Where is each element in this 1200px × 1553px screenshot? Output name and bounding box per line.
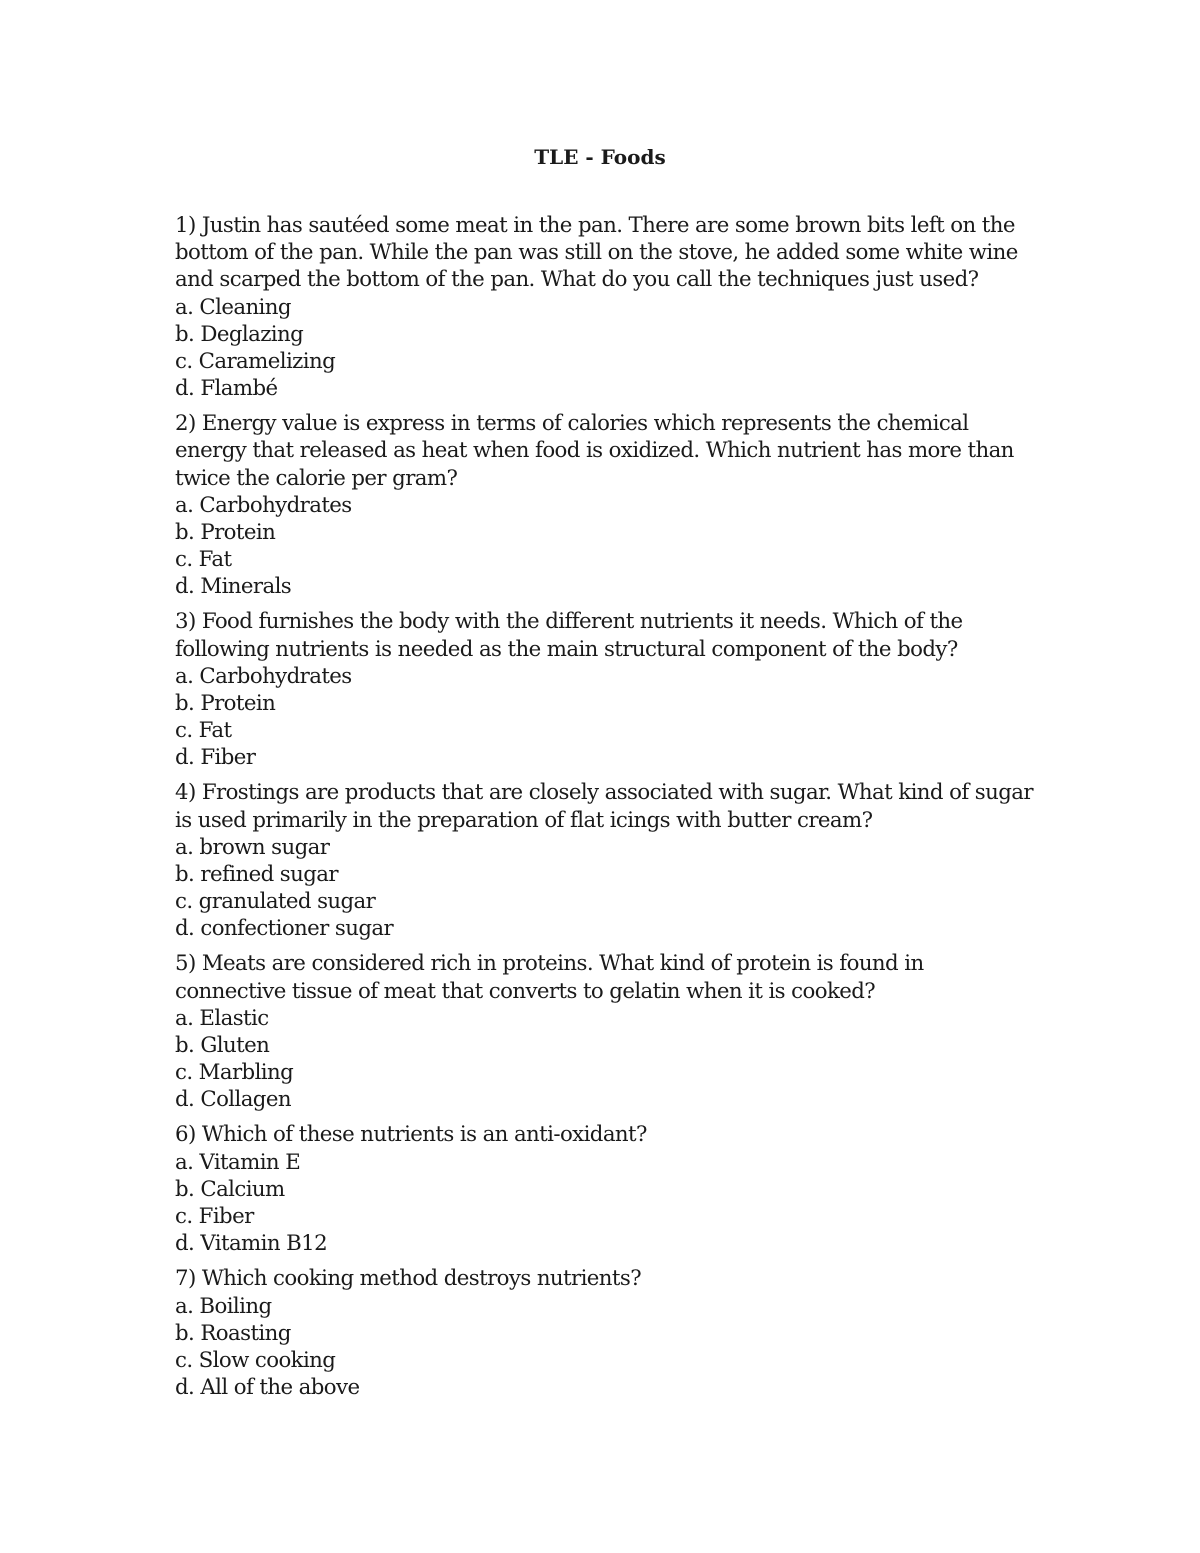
question-list <box>175 212 1035 1409</box>
option-c: c. Caramelizing <box>175 349 336 375</box>
option-a: a. Carbohydrates <box>175 663 352 689</box>
question-4 <box>175 779 1035 942</box>
option-d: d. Flambé <box>175 376 278 402</box>
option-b: b. Deglazing <box>175 321 304 347</box>
option-d: d. All of the above <box>175 1375 360 1401</box>
option-d: d. confectioner sugar <box>175 916 394 942</box>
page-title: TLE - Foods <box>534 145 666 169</box>
option-d: d. Collagen <box>175 1087 291 1113</box>
question-text: 4) Frostings are products that are closely associated with sugar. What kind of sugar is used primarily in the preparation of flat icings with butter cream? <box>175 780 1033 833</box>
option-c: c. Slow cooking <box>175 1347 336 1373</box>
option-a: a. Cleaning <box>175 294 291 320</box>
option-d: d. Vitamin B12 <box>175 1231 328 1257</box>
question-text: 3) Food furnishes the body with the different nutrients it needs. Which of the following nutrients is needed as the main structural component of the body? <box>175 609 963 662</box>
question-text: 7) Which cooking method destroys nutrients? <box>175 1266 642 1292</box>
question-6 <box>175 1121 1035 1257</box>
option-b: b. Protein <box>175 520 276 546</box>
option-b: b. refined sugar <box>175 862 338 888</box>
question-text: 5) Meats are considered rich in proteins. What kind of protein is found in connective tissue of meat that converts to gelatin when it is cooked? <box>175 951 924 1004</box>
option-a: a. Vitamin E <box>175 1149 301 1175</box>
option-a: a. brown sugar <box>175 834 330 860</box>
question-2 <box>175 410 1035 600</box>
option-c: c. Fiber <box>175 1204 254 1230</box>
option-c: c. Marbling <box>175 1060 294 1086</box>
option-d: d. Minerals <box>175 574 292 600</box>
question-text: 1) Justin has sautéed some meat in the pan. There are some brown bits left on the bottom of the pan. While the pan was still on the stove, he added some white wine and scarped the bottom of the pan. What do you call the techniques just used? <box>175 213 1018 293</box>
question-text: 6) Which of these nutrients is an anti-oxidant? <box>175 1122 647 1148</box>
question-5 <box>175 950 1035 1113</box>
question-1 <box>175 212 1035 402</box>
option-b: b. Calcium <box>175 1176 285 1202</box>
question-text: 2) Energy value is express in terms of calories which represents the chemical energy that released as heat when food is oxidized. Which nutrient has more than twice the calorie per gram? <box>175 411 1014 491</box>
option-b: b. Protein <box>175 691 276 717</box>
question-3 <box>175 608 1035 771</box>
question-7 <box>175 1265 1035 1401</box>
option-b: b. Gluten <box>175 1033 270 1059</box>
option-a: a. Elastic <box>175 1005 269 1031</box>
option-d: d. Fiber <box>175 745 256 771</box>
option-c: c. Fat <box>175 547 232 573</box>
option-c: c. granulated sugar <box>175 889 376 915</box>
option-a: a. Carbohydrates <box>175 492 352 518</box>
option-a: a. Boiling <box>175 1293 272 1319</box>
option-b: b. Roasting <box>175 1320 291 1346</box>
option-c: c. Fat <box>175 718 232 744</box>
